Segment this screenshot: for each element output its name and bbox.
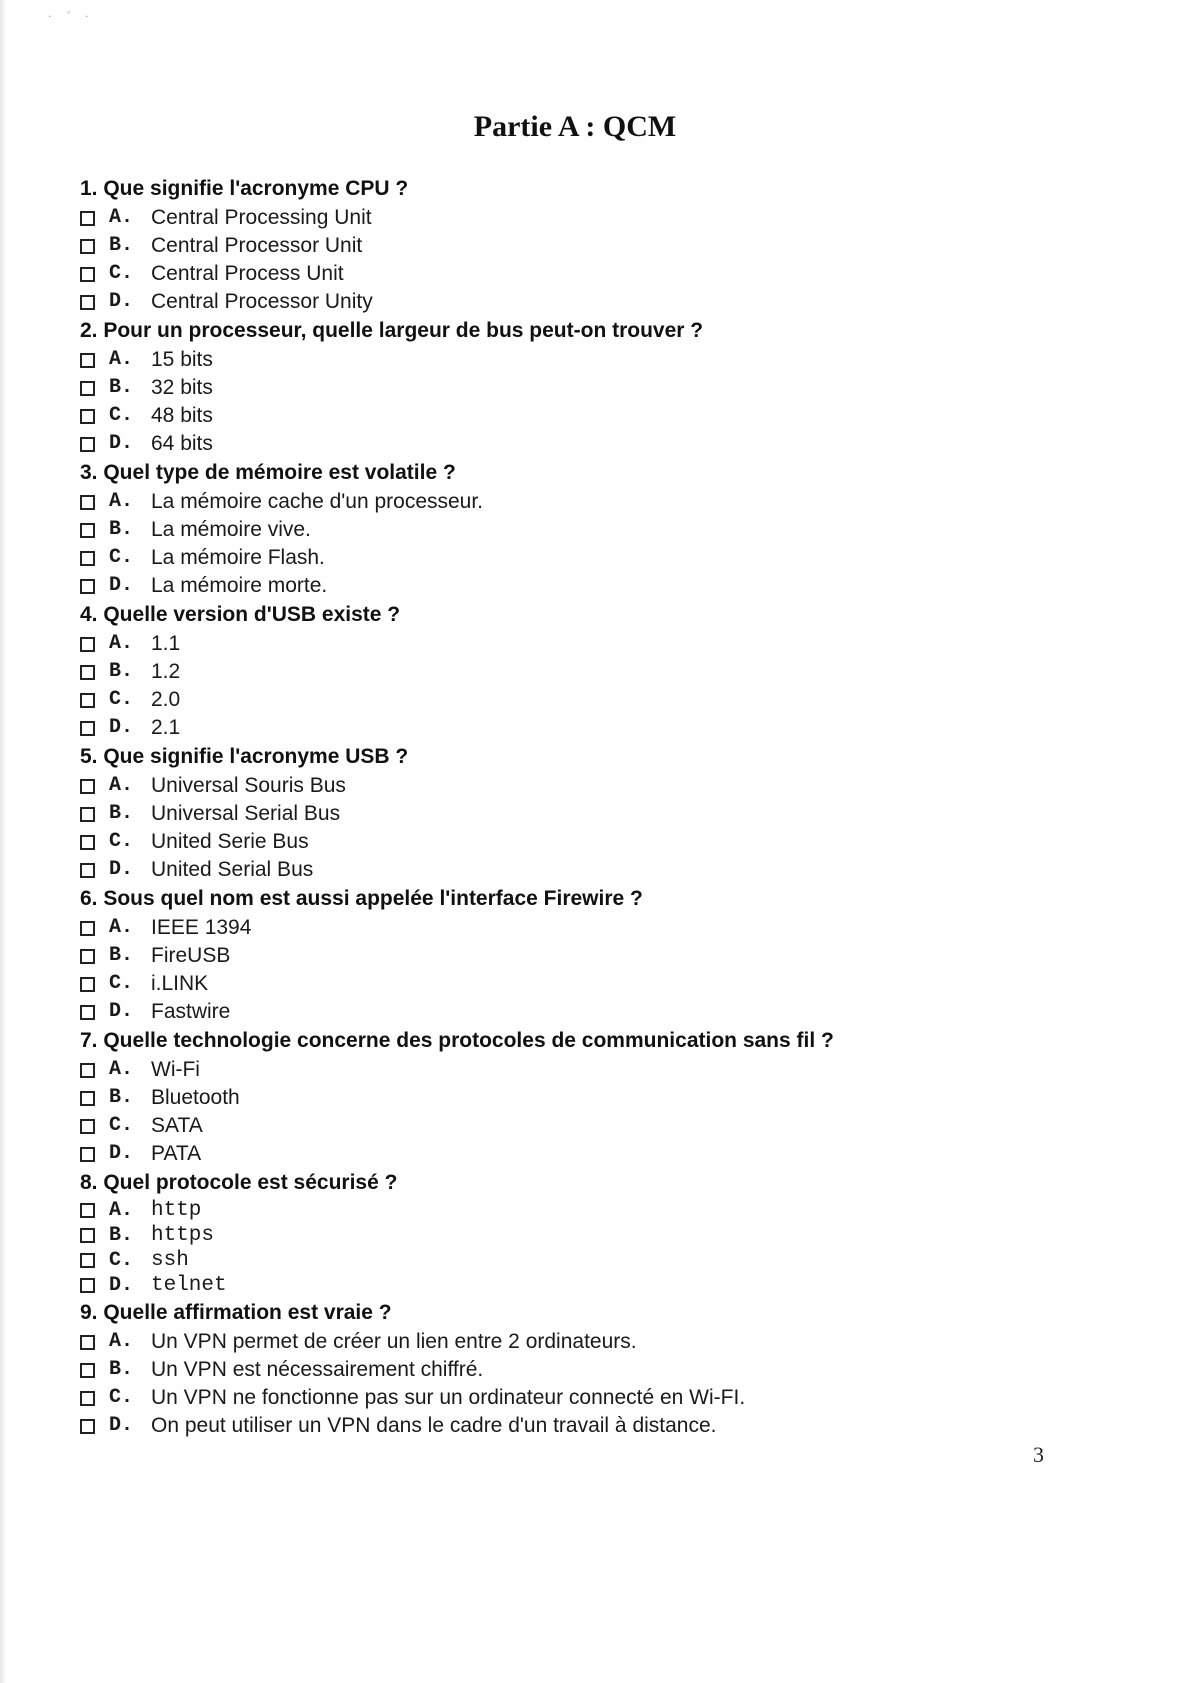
option-text: Central Processor Unit [151, 234, 363, 257]
answer-option-6a[interactable] [80, 914, 1120, 942]
option-letter: A. [109, 774, 134, 797]
answer-option-9c[interactable] [80, 1384, 1120, 1412]
checkbox-icon[interactable] [80, 437, 95, 452]
option-text: IEEE 1394 [151, 916, 252, 939]
answer-option-4a[interactable] [80, 630, 1120, 658]
answer-option-7c[interactable] [80, 1112, 1120, 1140]
option-text: 64 bits [151, 432, 213, 455]
option-text: Un VPN ne fonctionne pas sur un ordinateur connecté en Wi-FI. [151, 1386, 746, 1409]
checkbox-icon[interactable] [80, 637, 95, 652]
option-text: Universal Serial Bus [151, 802, 341, 825]
checkbox-icon[interactable] [80, 551, 95, 566]
option-text: FireUSB [151, 944, 231, 967]
option-text: La mémoire vive. [151, 518, 311, 541]
checkbox-icon[interactable] [80, 1253, 95, 1268]
question-label: 8. Quel protocole est sécurisé ? [80, 1171, 398, 1194]
option-letter: A. [109, 490, 134, 513]
option-text: Central Processor Unity [151, 290, 373, 313]
option-letter: C. [109, 972, 134, 995]
option-text: 32 bits [151, 376, 213, 399]
option-letter: D. [109, 574, 134, 597]
answer-option-1c[interactable] [80, 260, 1120, 288]
option-text: Bluetooth [151, 1086, 240, 1109]
option-letter: B. [109, 234, 134, 257]
option-letter: B. [109, 518, 134, 541]
page-number: 3 [1033, 1442, 1044, 1467]
answer-option-3b[interactable] [80, 516, 1120, 544]
answer-option-8b[interactable] [80, 1223, 1120, 1248]
option-letter: B. [109, 944, 134, 967]
question-label: 1. Que signifie l'acronyme CPU ? [80, 177, 409, 200]
page-title: Partie A : QCM [473, 110, 677, 143]
option-text: Un VPN est nécessairement chiffré. [151, 1358, 484, 1381]
checkbox-icon[interactable] [80, 1203, 95, 1218]
option-letter: A. [109, 916, 134, 939]
option-letter: D. [109, 432, 134, 455]
checkbox-icon[interactable] [80, 949, 95, 964]
option-letter: C. [109, 1114, 134, 1137]
checkbox-icon[interactable] [80, 239, 95, 254]
answer-option-4c[interactable] [80, 686, 1120, 714]
checkbox-icon[interactable] [80, 211, 95, 226]
answer-option-5a[interactable] [80, 772, 1120, 800]
option-letter: C. [109, 404, 134, 427]
option-letter: B. [109, 1086, 134, 1109]
answer-option-2b[interactable] [80, 374, 1120, 402]
option-letter: D. [109, 716, 134, 739]
option-letter: A. [109, 206, 134, 229]
question-6 [80, 884, 1120, 1026]
answer-option-6d[interactable] [80, 998, 1120, 1026]
answer-option-5b[interactable] [80, 800, 1120, 828]
checkbox-icon[interactable] [80, 1363, 95, 1378]
option-text: 1.2 [151, 660, 181, 683]
answer-option-7a[interactable] [80, 1056, 1120, 1084]
question-label: 4. Quelle version d'USB existe ? [80, 603, 401, 626]
question-label: 7. Quelle technologie concerne des protocoles de communication sans fil ? [80, 1029, 834, 1052]
checkbox-icon[interactable] [80, 721, 95, 736]
answer-option-3d[interactable] [80, 572, 1120, 600]
option-letter: C. [109, 1386, 134, 1409]
option-letter: C. [109, 688, 134, 711]
answer-option-4b[interactable] [80, 658, 1120, 686]
question-label: 2. Pour un processeur, quelle largeur de bus peut-on trouver ? [80, 319, 704, 342]
option-text: Universal Souris Bus [151, 774, 346, 797]
checkbox-icon[interactable] [80, 409, 95, 424]
question-label: 6. Sous quel nom est aussi appelée l'interface Firewire ? [80, 887, 643, 910]
answer-option-8d[interactable] [80, 1273, 1120, 1298]
option-letter: B. [109, 1224, 134, 1247]
checkbox-icon[interactable] [80, 1147, 95, 1162]
option-letter: D. [109, 290, 134, 313]
question-label: 9. Quelle affirmation est vraie ? [80, 1301, 392, 1324]
checkbox-icon[interactable] [80, 1005, 95, 1020]
checkbox-icon[interactable] [80, 977, 95, 992]
checkbox-icon[interactable] [80, 863, 95, 878]
option-text: Central Processing Unit [151, 206, 372, 229]
checkbox-icon[interactable] [80, 381, 95, 396]
question-7 [80, 1026, 1120, 1168]
answer-option-2c[interactable] [80, 402, 1120, 430]
answer-option-3a[interactable] [80, 488, 1120, 516]
answer-option-6b[interactable] [80, 942, 1120, 970]
question-label: 3. Quel type de mémoire est volatile ? [80, 461, 456, 484]
option-letter: C. [109, 546, 134, 569]
checkbox-icon[interactable] [80, 1391, 95, 1406]
option-letter: D. [109, 1142, 134, 1165]
option-text: SATA [151, 1114, 203, 1137]
option-text: 2.0 [151, 688, 181, 711]
question-9 [80, 1298, 1120, 1440]
answer-option-1a[interactable] [80, 204, 1120, 232]
answer-option-7b[interactable] [80, 1084, 1120, 1112]
answer-option-1b[interactable] [80, 232, 1120, 260]
option-letter: A. [109, 1199, 134, 1222]
checkbox-icon[interactable] [80, 1419, 95, 1434]
answer-option-5d[interactable] [80, 856, 1120, 884]
option-text: ssh [151, 1249, 189, 1272]
question-3 [80, 458, 1120, 600]
checkbox-icon[interactable] [80, 495, 95, 510]
checkbox-icon[interactable] [80, 921, 95, 936]
option-text: https [151, 1224, 215, 1247]
checkbox-icon[interactable] [80, 267, 95, 282]
option-letter: C. [109, 830, 134, 853]
option-text: La mémoire Flash. [151, 546, 325, 569]
checkbox-icon[interactable] [80, 1228, 95, 1243]
checkbox-icon[interactable] [80, 835, 95, 850]
checkbox-icon[interactable] [80, 807, 95, 822]
option-letter: A. [109, 632, 134, 655]
option-text: United Serie Bus [151, 830, 309, 853]
answer-option-2a[interactable] [80, 346, 1120, 374]
answer-option-9d[interactable] [80, 1412, 1120, 1440]
option-letter: A. [109, 348, 134, 371]
checkbox-icon[interactable] [80, 779, 95, 794]
checkbox-icon[interactable] [80, 579, 95, 594]
question-4 [80, 600, 1120, 742]
option-text: La mémoire morte. [151, 574, 328, 597]
checkbox-icon[interactable] [80, 665, 95, 680]
quiz-questions [80, 174, 1120, 1440]
checkbox-icon[interactable] [80, 1119, 95, 1134]
option-text: Central Process Unit [151, 262, 344, 285]
option-text: Fastwire [151, 1000, 231, 1023]
option-text: 1.1 [151, 632, 181, 655]
checkbox-icon[interactable] [80, 1091, 95, 1106]
option-letter: B. [109, 660, 134, 683]
option-text: PATA [151, 1142, 202, 1165]
checkbox-icon[interactable] [80, 1278, 95, 1293]
question-5 [80, 742, 1120, 884]
option-letter: D. [109, 1000, 134, 1023]
answer-option-2d[interactable] [80, 430, 1120, 458]
answer-option-6c[interactable] [80, 970, 1120, 998]
scan-artifact-marks: ·´· [48, 10, 103, 23]
checkbox-icon[interactable] [80, 353, 95, 368]
option-text: 15 bits [151, 348, 213, 371]
option-text: Un VPN permet de créer un lien entre 2 ordinateurs. [151, 1330, 637, 1353]
answer-option-4d[interactable] [80, 714, 1120, 742]
checkbox-icon[interactable] [80, 1063, 95, 1078]
option-letter: A. [109, 1330, 134, 1353]
option-text: La mémoire cache d'un processeur. [151, 490, 484, 513]
question-label: 5. Que signifie l'acronyme USB ? [80, 745, 409, 768]
option-text: On peut utiliser un VPN dans le cadre d'un travail à distance. [151, 1414, 717, 1437]
option-letter: D. [109, 1274, 134, 1297]
option-text: 48 bits [151, 404, 213, 427]
checkbox-icon[interactable] [80, 1335, 95, 1350]
option-letter: B. [109, 1358, 134, 1381]
scan-edge-shadow [0, 0, 6, 1683]
option-text: telnet [151, 1274, 227, 1297]
answer-option-7d[interactable] [80, 1140, 1120, 1168]
checkbox-icon[interactable] [80, 693, 95, 708]
option-letter: D. [109, 1414, 134, 1437]
answer-option-1d[interactable] [80, 288, 1120, 316]
option-letter: C. [109, 1249, 134, 1272]
question-2 [80, 316, 1120, 458]
option-text: i.LINK [151, 972, 209, 995]
answer-option-9b[interactable] [80, 1356, 1120, 1384]
checkbox-icon[interactable] [80, 523, 95, 538]
option-letter: A. [109, 1058, 134, 1081]
question-1 [80, 174, 1120, 316]
answer-option-3c[interactable] [80, 544, 1120, 572]
answer-option-8a[interactable] [80, 1198, 1120, 1223]
answer-option-9a[interactable] [80, 1328, 1120, 1356]
answer-option-8c[interactable] [80, 1248, 1120, 1273]
answer-option-5c[interactable] [80, 828, 1120, 856]
question-8 [80, 1168, 1120, 1298]
option-text: United Serial Bus [151, 858, 314, 881]
option-letter: D. [109, 858, 134, 881]
option-letter: C. [109, 262, 134, 285]
option-letter: B. [109, 802, 134, 825]
checkbox-icon[interactable] [80, 295, 95, 310]
option-text: 2.1 [151, 716, 181, 739]
option-text: Wi-Fi [151, 1058, 200, 1081]
option-letter: B. [109, 376, 134, 399]
option-text: http [151, 1199, 202, 1222]
